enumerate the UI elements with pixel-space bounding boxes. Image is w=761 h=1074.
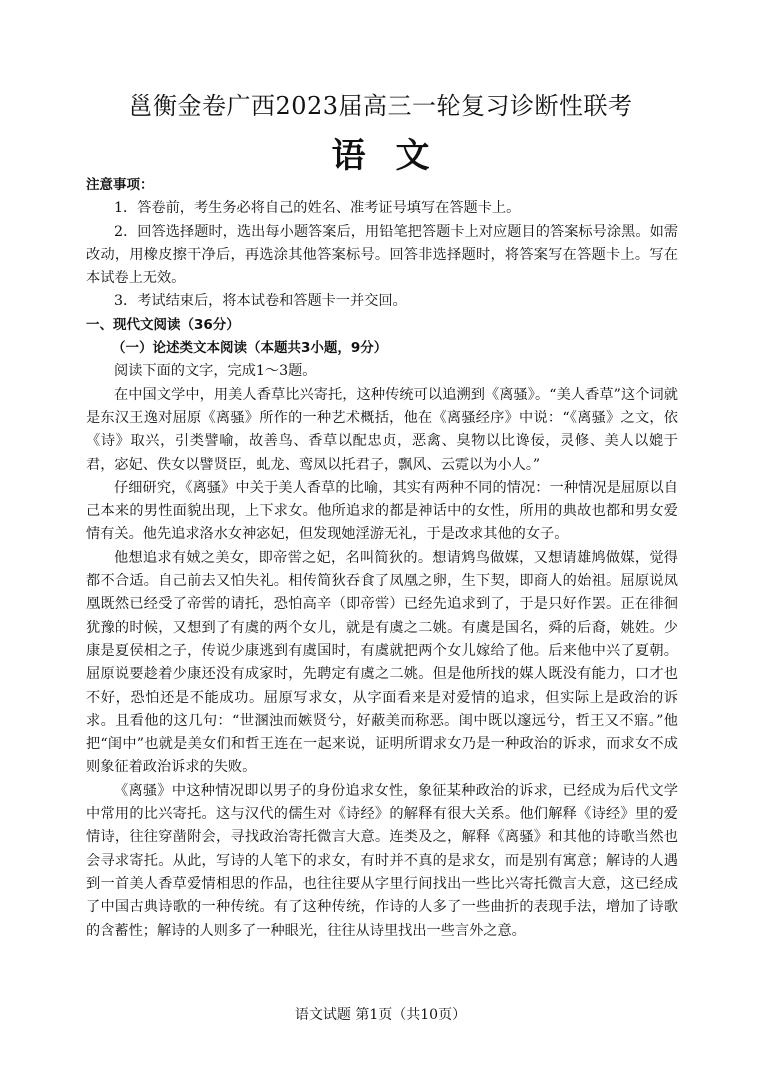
- subject-title: 语文: [331, 136, 460, 176]
- passage-paragraph-4: 《离骚》中这种情况即以男子的身份追求女性，象征某种政治的诉求，已经成为后代文学中常用的比兴寄托。这与汉代的儒生对《诗经》的解释有很大关系。他们解释《诗经》里的爱情诗，往往穿凿附会，寻找政治寄托微言大意。连类及之，解释《离骚》和其他的诗歌当然也会寻求寄托。从此，写诗的人笔下的求女，有时并不真的是求女，而是别有寓意；解诗的人遇到一首美人香草爱情相思的作品，也往往要从字里行间找出一些比兴寄托微言大意，这已经成了中国古典诗歌的一种传统。有了这种传统，作诗的人多了一些曲折的表现手法，增加了诗歌的含蓄性；解诗的人则多了一种眼光，往往从诗里找出一些言外之意。: [86, 782, 678, 939]
- passage-paragraph-1: 在中国文学中，用美人香草比兴寄托，这种传统可以追溯到《离骚》。“美人香草”这个词就是东汉王逸对屈原《离骚》所作的一种艺术概括，他在《离骚经序》中说：“《离骚》之文，依《诗》取兴，引类譬喻，故善鸟、香草以配忠贞，恶禽、臭物以比谗佞，灵修、美人以媲于君，宓妃、佚女以譬贤臣，虬龙、鸾凤以托君子，飘风、云霓以为小人。”: [86, 386, 678, 473]
- notice-item-3: 3．考试结束后，将本试卷和答题卡一并交回。: [114, 293, 407, 310]
- reading-instruction: 阅读下面的文字，完成1～3题。: [114, 363, 317, 380]
- section-heading: 一、现代文阅读（36分）: [86, 316, 240, 333]
- passage-paragraph-2: 仔细研究，《离骚》中关于美人香草的比喻，其实有两种不同的情况：一种情况是屈原以自己本来的男性面貌出现，上下求女。他所追求的都是神话中的女性，所用的典故也都和男女爱情有关。他先追求洛水女神宓妃，但发现她淫游无礼，于是改求其他的女子。: [86, 479, 678, 543]
- page-content: [86, 174, 678, 943]
- notice-heading: 注意事项：: [86, 177, 154, 193]
- notice-item-1: 1．答卷前，考生务必将自己的姓名、准考证号填写在答题卡上。: [114, 200, 521, 217]
- page-footer: 语文试题 第1页（共10页）: [294, 1007, 467, 1023]
- passage-paragraph-3: 他想追求有娀之美女，即帝喾之妃，名叫简狄的。想请鸩鸟做媒，又想请雄鸠做媒，觉得都不合适。自己前去又怕失礼。相传简狄吞食了凤凰之卵，生下契，即商人的始祖。屈原说凤凰既然已经受了帝喾的请托，恐怕高辛（即帝喾）已经先追求到了，于是只好作罢。正在徘徊犹豫的时候，又想到了有虞的两个女儿，就是有虞之二姚。有虞是国名，舜的后裔，姚姓。少康是夏侯相之子，传说少康逃到有虞国时，有虞就把两个女儿嫁给了他。后来他中兴了夏朝。屈原说要趁着少康还没有成家时，先聘定有虞之二姚。但是他所找的媒人既没有能力，口才也不好，恐怕还是不能成功。屈原写求女，从字面看来是对爱情的追求，但实际上是政治的诉求。且看他的这几句：“世溷浊而嫉贤兮，好蔽美而称恶。闺中既以邃远兮，哲王又不寤。”他把“闺中”也就是美女们和哲王连在一起来说，证明所谓求女乃是一种政治的诉求，而求女不成则象征着政治诉求的失败。: [86, 549, 678, 776]
- section-subheading: （一）论述类文本阅读（本题共3小题，9分）: [112, 340, 388, 357]
- notice-item-2: 2．回答选择题时，选出每小题答案后，用铅笔把答题卡上对应题目的答案标号涂黑。如需改动，用橡皮擦干净后，再选涂其他答案标号。回答非选择题时，将答案写在答题卡上。写在本试卷上无效。: [86, 223, 678, 287]
- exam-title: 邕衡金卷广西2023届高三一轮复习诊断性联考: [128, 92, 633, 120]
